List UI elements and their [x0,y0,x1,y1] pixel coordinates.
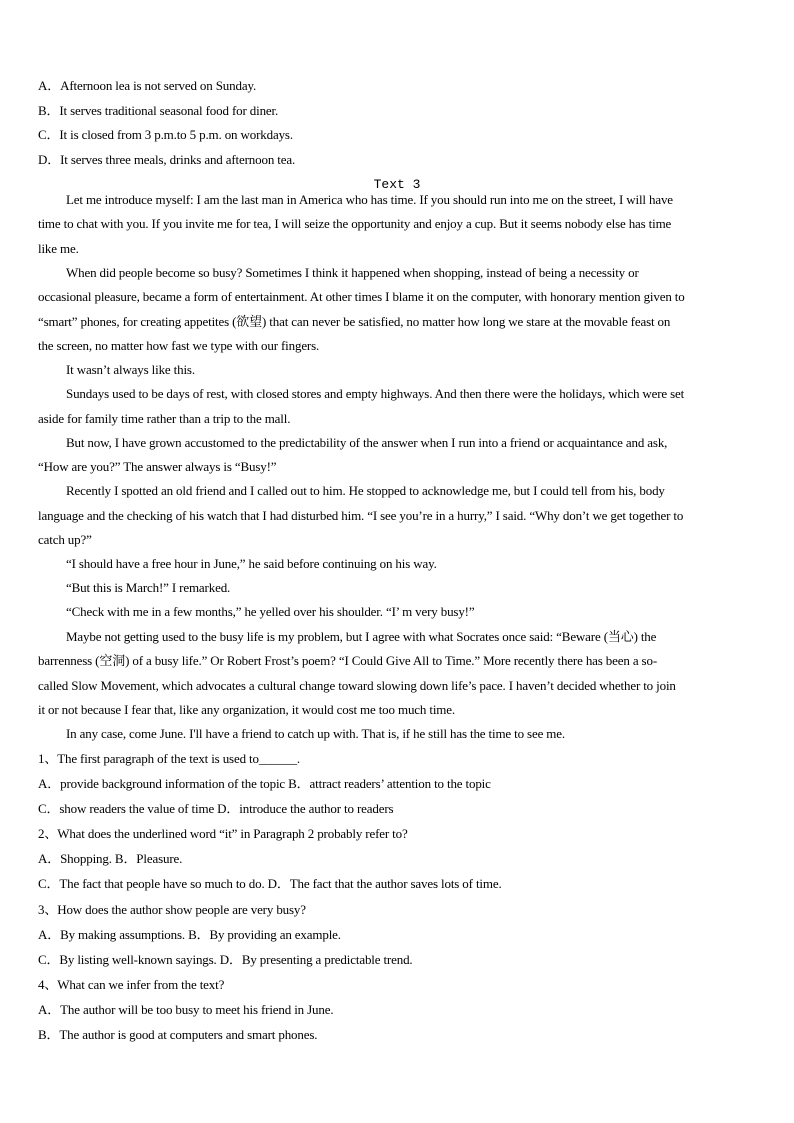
question-line: C．By listing well-known sayings. D．By presenting a predictable trend. [38,952,413,967]
question-line: C．The fact that people have so much to do. D．The fact that the author saves lots of time. [38,876,502,891]
option-line: D．It serves three meals, drinks and afternoon tea. [38,152,296,167]
passage-line: occasional pleasure, became a form of entertainment. At other times I blame it on the computer, with honorary mention given to [38,289,685,304]
passage-line: Sundays used to be days of rest, with closed stores and empty highways. And then there were the holidays, which were set [66,386,685,401]
passage-line: aside for family time rather than a trip to the mall. [38,411,291,426]
option-line: B．It serves traditional seasonal food for diner. [38,103,279,118]
passage-line: language and the checking of his watch that I had disturbed him. “I see you’re in a hurry,” I said. “Why don’t we get together to [38,508,684,523]
question-line: 3、How does the author show people are very busy? [38,902,306,917]
passage-line: Recently I spotted an old friend and I called out to him. He stopped to acknowledge me, but I could tell from his, body [66,483,665,498]
passage-line: like me. [38,241,79,256]
option-line: A．Afternoon lea is not served on Sunday. [38,78,257,93]
passage-line: “But this is March!” I remarked. [66,580,231,595]
passage-line: “I should have a free hour in June,” he said before continuing on his way. [66,556,437,571]
question-line: 2、What does the underlined word “it” in Paragraph 2 probably refer to? [38,826,408,841]
question-line: 4、What can we infer from the text? [38,977,225,992]
option-line: C．It is closed from 3 p.m.to 5 p.m. on workdays. [38,127,293,142]
question-line: A．provide background information of the topic B．attract readers’ attention to the topic [38,776,491,791]
question-line: A．The author will be too busy to meet his friend in June. [38,1002,334,1017]
passage-line: “How are you?” The answer always is “Busy!” [38,459,277,474]
passage-line: When did people become so busy? Sometimes I think it happened when shopping, instead of being a necessity or [66,265,639,280]
passage-title: Text 3 [373,177,421,192]
passage-line: “Check with me in a few months,” he yelled over his shoulder. “I’ m very busy!” [66,604,475,619]
passage-line: time to chat with you. If you invite me for tea, I will seize the opportunity and enjoy a cup. But it seems nobody else has time [38,216,672,231]
passage-line: called Slow Movement, which advocates a cultural change toward slowing down life’s pace. I haven’t decided whether to join [38,678,676,693]
question-line: B．The author is good at computers and smart phones. [38,1027,318,1042]
question-line: 1、The first paragraph of the text is used to______. [38,751,301,766]
passage-line: Let me introduce myself: I am the last man in America who has time. If you should run into me on the street, I will have [66,192,673,207]
question-line: A．By making assumptions. B．By providing an example. [38,927,341,942]
passage-line: it or not because I fear that, like any organization, it would cost me too much time. [38,702,455,717]
question-line: C．show readers the value of time D．introduce the author to readers [38,801,394,816]
passage-line: catch up?” [38,532,92,547]
question-line: A．Shopping. B．Pleasure. [38,851,183,866]
passage-line: Maybe not getting used to the busy life is my problem, but I agree with what Socrates once said: “Beware (当心) the [66,629,657,644]
passage-line: the screen, no matter how fast we type with our fingers. [38,338,320,353]
passage-line: But now, I have grown accustomed to the predictability of the answer when I run into a friend or acquaintance and ask, [66,435,668,450]
passage-line: “smart” phones, for creating appetites (欲望) that can never be satisfied, no matter how long we stare at the movable feast on [38,314,671,329]
passage-line: It wasn’t always like this. [66,362,195,377]
passage-line: barrenness (空洞) of a busy life.” Or Robert Frost’s poem? “I Could Give All to Time.” More recently there has been a so- [38,653,657,668]
passage-line: In any case, come June. I'll have a friend to catch up with. That is, if he still has the time to see me. [66,726,565,741]
